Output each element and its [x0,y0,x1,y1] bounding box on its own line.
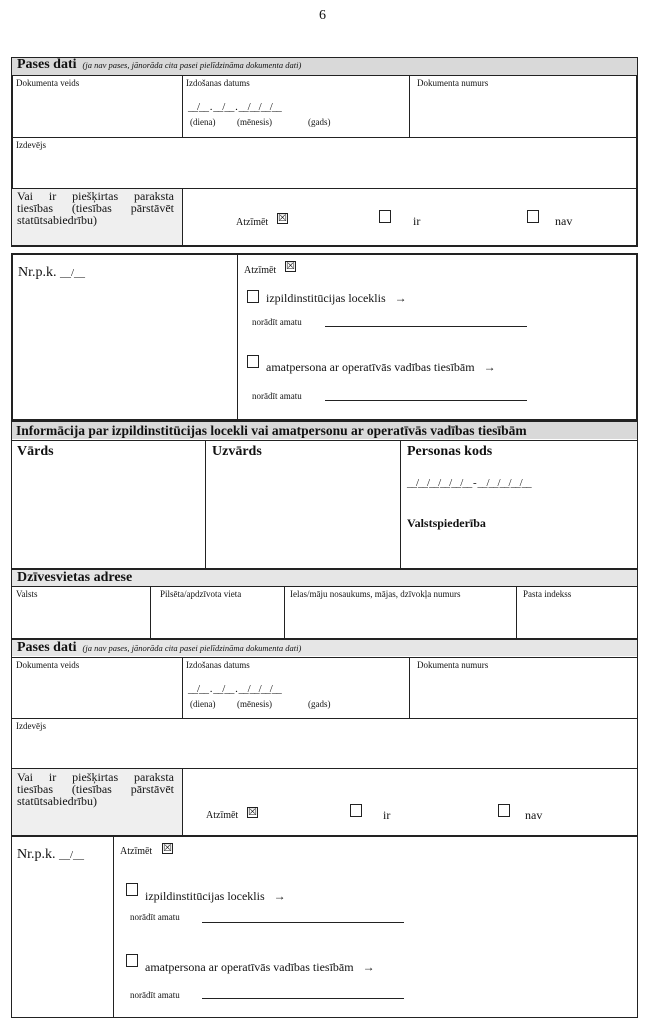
personal-code-label: Personas kods [407,444,493,459]
doc-type-label: Dokumenta veids [16,660,80,670]
mark-label: Atzīmēt [206,810,239,821]
issue-date-label: Izdošanas datums [186,78,250,88]
year-label: (gads) [308,117,331,127]
day-label: (diena) [190,117,216,127]
doc-number-label: Dokumenta numurs [417,78,489,88]
personal-code-field[interactable]: __/__/__/__/__/__ - __/__/__/__/__ [407,477,531,489]
executive-member-checkbox[interactable] [126,883,138,896]
arrow-right-icon: → [394,291,407,305]
position-field[interactable] [202,998,404,999]
page-number: 6 [319,8,326,23]
yes-checkbox[interactable] [350,804,362,817]
specify-position-label: norādīt amatu [130,990,180,1000]
issue-date-label: Izdošanas datums [186,660,250,670]
position-field[interactable] [202,922,404,923]
info-section-title: Informācija par izpildinstitūcijas locekli vai amatpersonu ar operatīvās vadības tiesībām [16,423,527,438]
arrow-right-icon: → [273,889,286,903]
city-label: Pilsēta/apdzīvota vieta [160,589,242,599]
mark-label: Atzīmēt [236,217,269,228]
yes-label: ir [383,808,391,822]
specify-position-label: norādīt amatu [130,912,180,922]
marked-checkbox-icon: ☒ [163,843,172,854]
arrow-right-icon: → [483,360,496,374]
doc-number-label: Dokumenta numurs [417,660,489,670]
doc-type-label: Dokumenta veids [16,78,80,88]
issuer-label: Izdevējs [16,140,46,150]
marked-checkbox-icon: ☒ [278,213,287,224]
year-label: (gads) [308,699,331,709]
first-name-label: Vārds [17,444,54,459]
position-field[interactable] [325,400,527,401]
yes-label: ir [413,214,421,228]
manager-label: amatpersona ar operatīvās vadības tiesībām → [266,360,496,374]
issue-date-field[interactable]: __/__ . __/__ . __/__/__/__ [188,101,281,113]
yes-checkbox[interactable] [379,210,391,223]
specify-position-label: norādīt amatu [252,391,302,401]
executive-member-label: izpildinstitūcijas loceklis → [266,291,407,305]
passport-section-title: Pases dati (ja nav pases, jānorāda cita pasei pielīdzināma dokumenta dati) [17,57,302,72]
mark-label: Atzīmēt [244,265,277,276]
no-checkbox[interactable] [527,210,539,223]
position-block-2 [11,836,638,1018]
month-label: (mēnesis) [237,117,272,127]
no-checkbox[interactable] [498,804,510,817]
signing-rights-question: Vai ir piešķirtas paraksta tiesības (tiesības pārstāvēt statūtsabiedrību) [17,770,174,808]
manager-checkbox[interactable] [247,355,259,368]
issuer-label: Izdevējs [16,721,46,731]
position-field[interactable] [325,326,527,327]
manager-label: amatpersona ar operatīvās vadības tiesībām → [145,960,375,974]
postal-code-label: Pasta indekss [523,589,572,599]
position-block-1 [11,253,638,421]
street-label: Ielas/māju nosaukums, mājas, dzīvokļa numurs [290,589,461,599]
executive-member-label: izpildinstitūcijas loceklis → [145,889,286,903]
marked-checkbox-icon: ☒ [286,261,295,272]
passport-section-title: Pases dati (ja nav pases, jānorāda cita pasei pielīdzināma dokumenta dati) [17,640,302,655]
nr-label: Nr.p.k. __/__ [17,847,85,862]
no-label: nav [555,214,573,228]
last-name-label: Uzvārds [212,444,262,459]
month-label: (mēnesis) [237,699,272,709]
manager-checkbox[interactable] [126,954,138,967]
executive-member-checkbox[interactable] [247,290,259,303]
specify-position-label: norādīt amatu [252,317,302,327]
arrow-right-icon: → [362,960,375,974]
marked-checkbox-icon: ☒ [248,807,257,818]
signing-rights-question: Vai ir piešķirtas paraksta tiesības (tiesības pārstāvēt statūtsabiedrību) [17,189,174,227]
citizenship-label: Valstspiederība [407,516,486,530]
mark-label: Atzīmēt [120,846,153,857]
issue-date-field[interactable]: __/__ . __/__ . __/__/__/__ [188,683,281,695]
nr-label: Nr.p.k. __/__ [18,265,86,280]
country-label: Valsts [16,589,38,599]
no-label: nav [525,808,543,822]
day-label: (diena) [190,699,216,709]
address-section-title: Dzīvesvietas adrese [17,570,133,585]
info-section [11,421,638,569]
